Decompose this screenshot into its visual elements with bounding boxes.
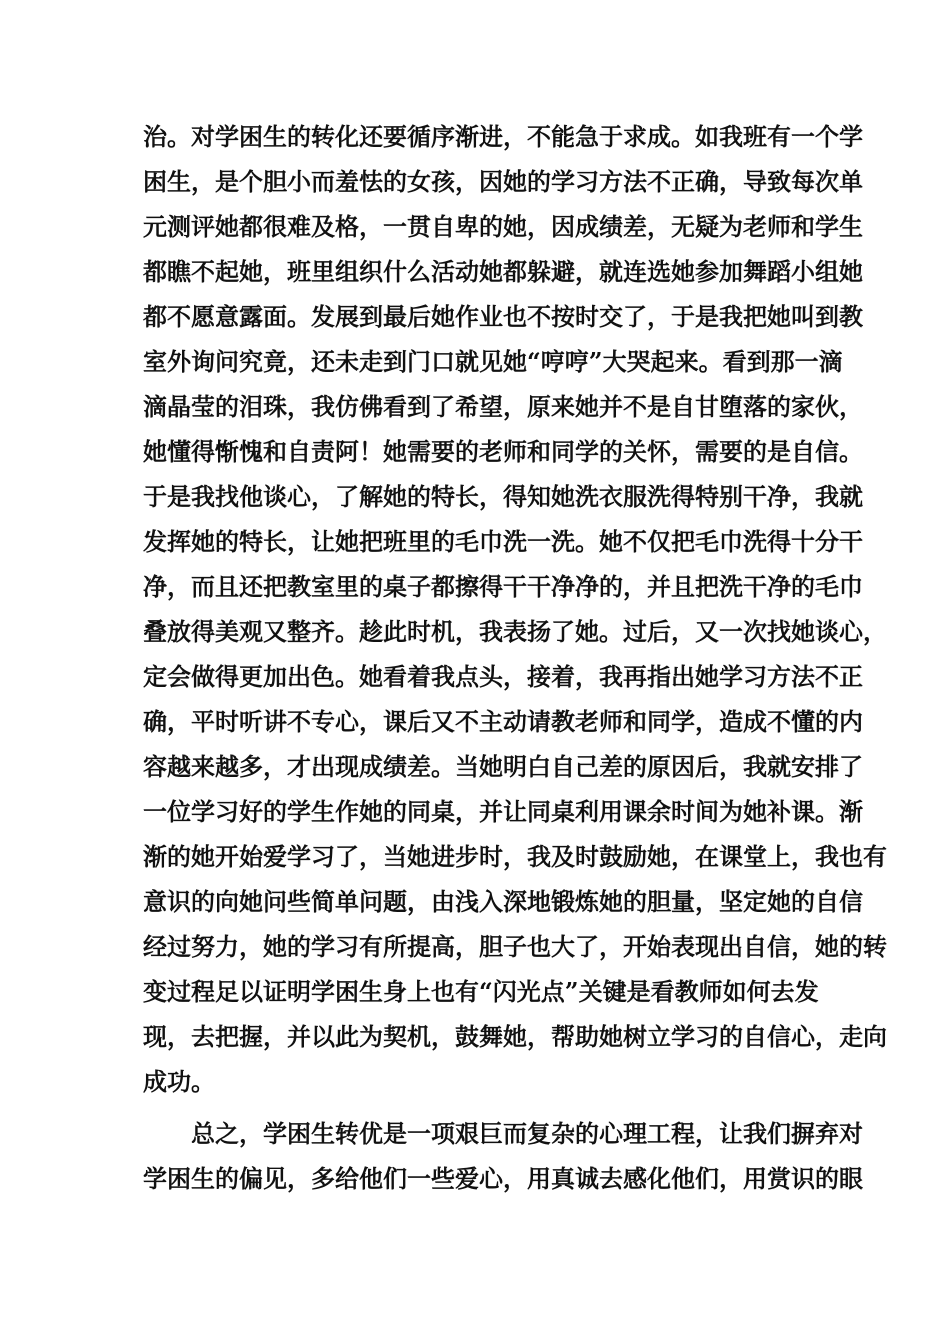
text-line: 她懂得惭愧和自责阿！她需要的老师和同学的关怀，需要的是自信。 [143,437,863,466]
text-line: 变过程足以证明学困生身上也有“闪光点”关键是看教师如何去发 [143,977,819,1006]
text-line: 容越来越多，才出现成绩差。当她明白自己差的原因后，我就安排了 [143,752,863,781]
text-line: 定会做得更加出色。她看着我点头，接着，我再指出她学习方法不正 [143,662,863,691]
text-line: 都瞧不起她，班里组织什么活动她都躲避，就连选她参加舞蹈小组她 [143,257,863,286]
text-line: 总之，学困生转优是一项艰巨而复杂的心理工程，让我们摒弃对 [191,1119,863,1148]
text-line: 成功。 [143,1067,215,1096]
text-line: 经过努力，她的学习有所提高，胆子也大了，开始表现出自信，她的转 [143,932,887,961]
text-line: 于是我找他谈心，了解她的特长，得知她洗衣服洗得特别干净，我就 [143,482,863,511]
text-line: 意识的向她问些简单问题，由浅入深地锻炼她的胆量，坚定她的自信 [143,887,863,916]
text-line: 困生，是个胆小而羞怯的女孩，因她的学习方法不正确，导致每次单 [143,167,863,196]
paragraph [143,1111,863,1201]
paragraph [143,114,887,1104]
text-line: 学困生的偏见，多给他们一些爱心，用真诚去感化他们，用赏识的眼 [143,1164,863,1193]
text-line: 都不愿意露面。发展到最后她作业也不按时交了，于是我把她叫到教 [143,302,863,331]
text-line: 现，去把握，并以此为契机，鼓舞她，帮助她树立学习的自信心，走向 [143,1022,887,1051]
text-line: 室外询问究竟，还未走到门口就见她“哼哼”大哭起来。看到那一滴 [143,347,843,376]
text-line: 叠放得美观又整齐。趁此时机，我表扬了她。过后，又一次找她谈心， [143,617,887,646]
text-line: 元测评她都很难及格，一贯自卑的她，因成绩差，无疑为老师和学生 [143,212,863,241]
text-line: 确，平时听讲不专心，课后又不主动请教老师和同学，造成不懂的内 [143,707,863,736]
text-line: 发挥她的特长，让她把班里的毛巾洗一洗。她不仅把毛巾洗得十分干 [143,527,863,556]
text-line: 治。对学困生的转化还要循序渐进，不能急于求成。如我班有一个学 [143,122,863,151]
text-line: 净，而且还把教室里的桌子都擦得干干净净的，并且把洗干净的毛巾 [143,572,863,601]
text-line: 滴晶莹的泪珠，我仿佛看到了希望，原来她并不是自甘堕落的家伙， [143,392,863,421]
text-line: 一位学习好的学生作她的同桌，并让同桌利用课余时间为她补课。渐 [143,797,863,826]
text-line: 渐的她开始爱学习了，当她进步时，我及时鼓励她，在课堂上，我也有 [143,842,887,871]
